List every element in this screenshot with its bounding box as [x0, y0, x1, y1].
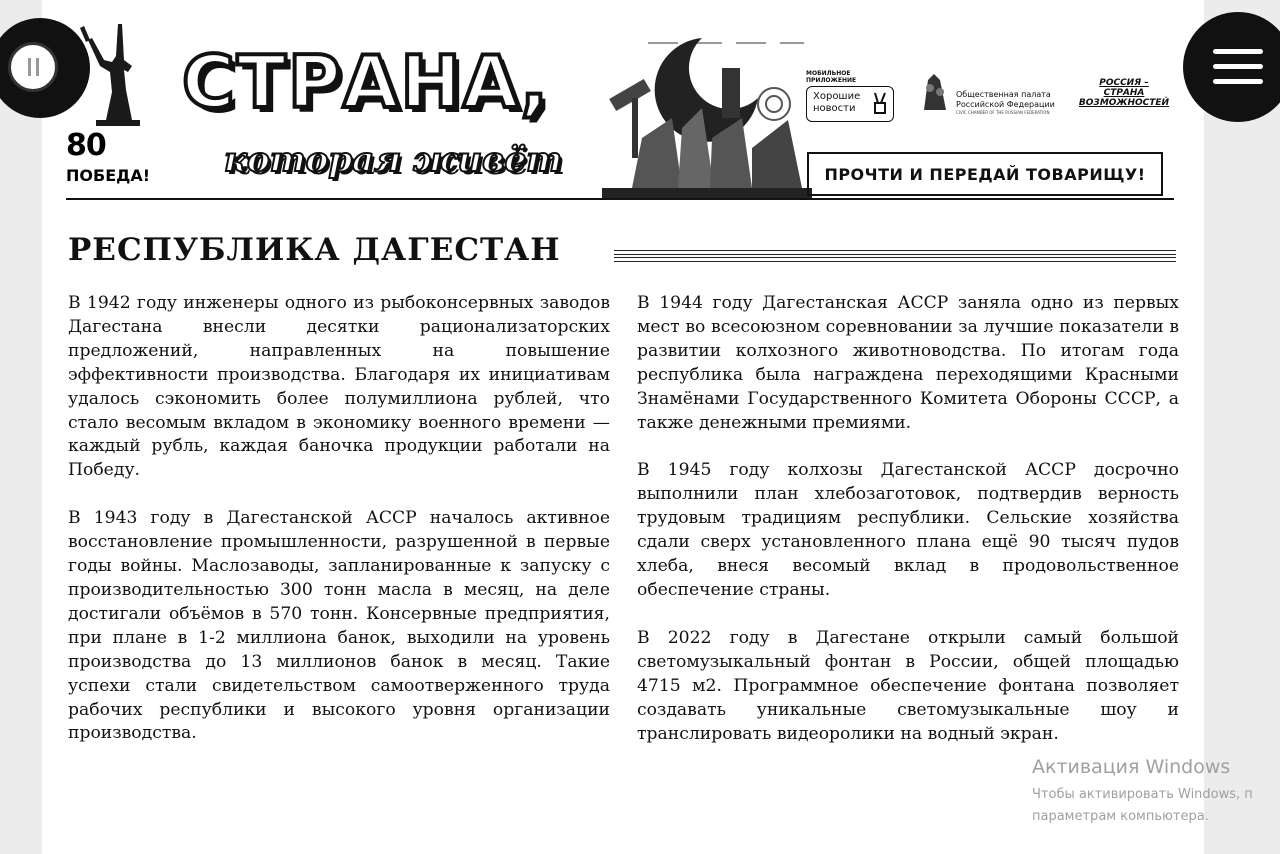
workers-hands-illustration-icon: [602, 28, 812, 198]
newspaper-page: [42, 0, 1204, 854]
article-paragraph: В 1942 году инженеры одного из рыбоконсервных заводов Дагестана внесли десятки рационализаторских предложений, направленных на повышение эффективности производства. Благодаря их инициативам удалось сэкономить более полумиллиона рублей, что стало весомым вкладом в экономику военного времени — каждый рубль, каждая баночка продукции работали на Победу.: [68, 293, 610, 481]
slogan-box: ПРОЧТИ И ПЕРЕДАЙ ТОВАРИЩУ!: [807, 152, 1163, 196]
russia-logo-line-2: СТРАНА: [1103, 88, 1145, 98]
app-logo-caption: МОБИЛЬНОЕ ПРИЛОЖЕНИЕ: [806, 70, 857, 84]
russia-opportunities-logo[interactable]: [1078, 78, 1170, 118]
brand-logo: [182, 40, 602, 200]
audio-pause-icon: [8, 42, 58, 92]
masthead-divider: [66, 198, 1174, 200]
good-news-app-logo[interactable]: [806, 70, 896, 120]
article-paragraph: В 1945 году колхозы Дагестанской АССР досрочно выполнили план хлебозаготовок, подтвердив верность трудовым традициям республики. Сельские хозяйства сдали сверх установленного плана ещё 90 тысяч пудов хлеба, внеся весомый вклад в продовольственное обеспечение страны.: [637, 460, 1179, 600]
activation-line-1: Чтобы активировать Windows, п: [1032, 787, 1253, 802]
victory-hand-icon: [871, 91, 889, 115]
article-paragraph: В 1943 году в Дагестанской АССР началось активное восстановление промышленности, разрушенной в первые годы войны. Маслозаводы, запланированные к запуску с производительностью 300 тонн масла в месяц, на деле достигали объёмов в 570 тонн. Консервные предприятия, при плане в 1-2 миллиона банок, выходили на уровень производства до 13 миллионов банок в месяц. Такие успехи стали свидетельством самоотверженного труда рабочих республики и высокого уровня организации производства.: [68, 508, 610, 744]
article-column-right: [637, 292, 1179, 770]
title-decorative-rule: [614, 250, 1176, 262]
anniversary-number: 80: [66, 128, 106, 163]
brand-title: СТРАНА,: [182, 40, 550, 124]
masthead: [42, 0, 1204, 205]
civic-chamber-name: Общественная палата Российской Федерации: [956, 90, 1055, 109]
civic-chamber-name-en: CIVIC CHAMBER OF THE RUSSIAN FEDERATION: [956, 110, 1050, 115]
app-logo-name: Хорошие новости: [813, 91, 861, 114]
article-paragraph: В 2022 году в Дагестане открыли самый большой светомузыкальный фонтан в России, общей площадью 4715 м2. Программное обеспечение фонтана позволяет создавать уникальные светомузыкальные шоу и транслировать видеоролики на водный экран.: [637, 627, 1179, 744]
brand-subtitle: которая живёт: [224, 140, 563, 180]
russia-logo-line-1: РОССИЯ –: [1099, 78, 1149, 88]
windows-activation-watermark: [1032, 756, 1280, 828]
civic-chamber-logo[interactable]: [918, 70, 1066, 120]
article-paragraph: В 1944 году Дагестанская АССР заняла одно из первых мест во всесоюзном соревновании за лучшие показатели в развитии колхозного животноводства. По итогам года республика была награждена переходящими Красными Знамёнами Государственного Комитета Обороны СССР, а также денежными премиями.: [637, 293, 1179, 433]
civic-chamber-emblem-icon: [918, 70, 952, 114]
activation-line-2: параметрам компьютера.: [1032, 809, 1209, 824]
anniversary-label: ПОБЕДА!: [66, 166, 151, 185]
article-title: РЕСПУБЛИКА ДАГЕСТАН: [68, 232, 561, 268]
activation-title: Активация Windows: [1032, 756, 1231, 778]
article-column-left: [68, 292, 610, 770]
partner-logos: [806, 70, 1176, 120]
russia-logo-line-3: ВОЗМОЖНОСТЕЙ: [1078, 98, 1170, 108]
